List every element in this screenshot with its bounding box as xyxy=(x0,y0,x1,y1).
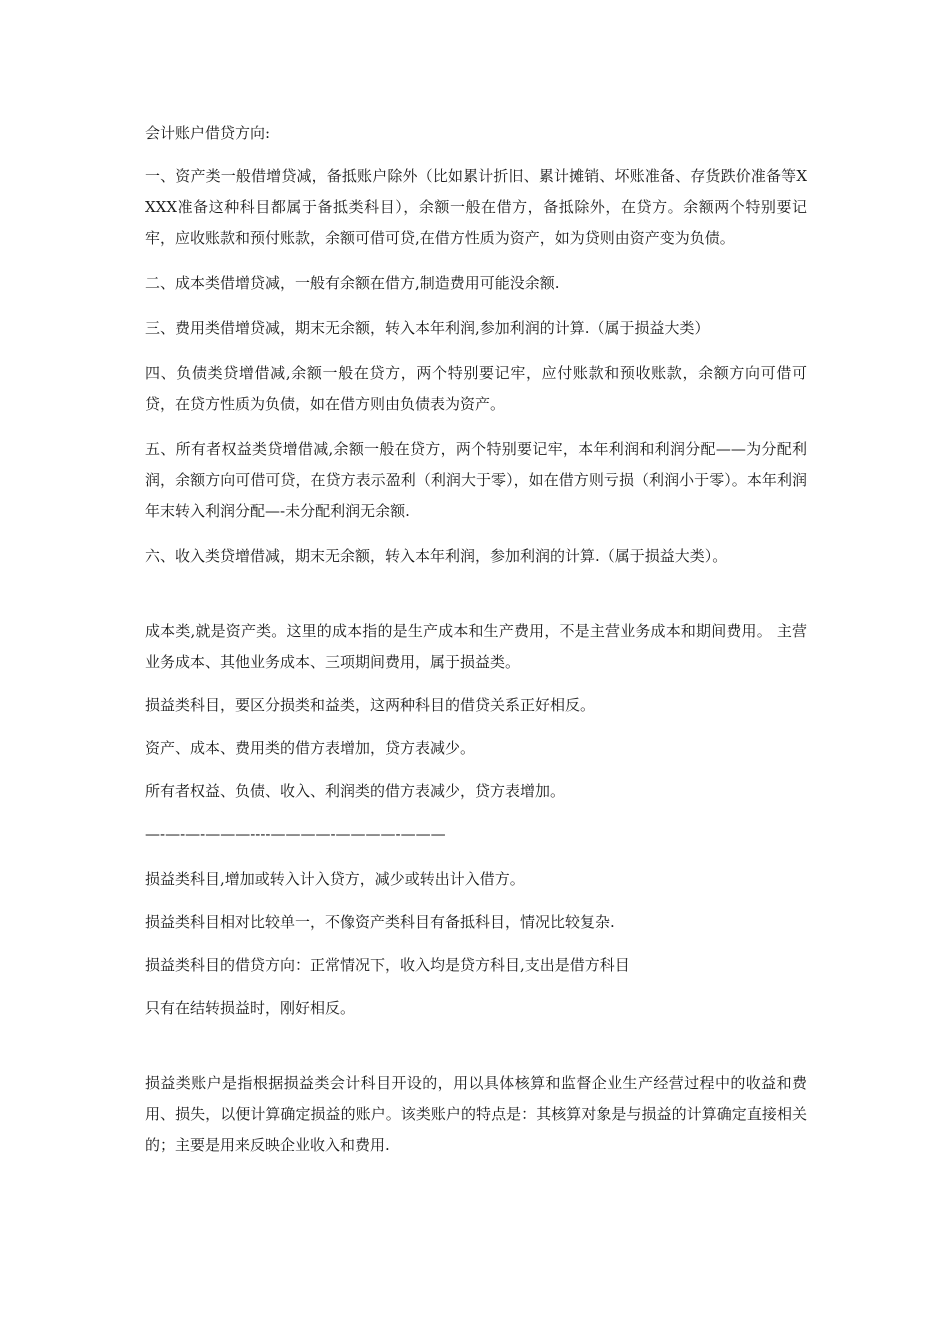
rule-5-paragraph: 五、所有者权益类贷增借减,余额一般在贷方，两个特别要记牢，本年利润和利润分配——为分配利润，余额方向可借可贷，在贷方表示盈利（利润大于零），如在借方则亏损（利润小于零）。本年利润年末转入利润分配—-未分配利润无余额. xyxy=(145,440,807,520)
rule-1-paragraph: 一、资产类一般借增贷减，备抵账户除外（比如累计折旧、累计摊销、坏账准备、存货跌价准备等XXXX准备这种科目都属于备抵类科目），余额一般在借方，备抵除外，在贷方。余额两个特别要记牢，应收账款和预付账款，余额可借可贷,在借方性质为资产，如为贷则由资产变为负债。 xyxy=(145,167,807,247)
pl-rule-3-paragraph: 损益类科目的借贷方向：正常情况下，收入均是贷方科目,支出是借方科目 xyxy=(145,956,630,974)
pl-rule-1-paragraph: 损益类科目,增加或转入计入贷方，减少或转出计入借方。 xyxy=(145,870,525,888)
rule-4-paragraph: 四、负债类贷增借减,余额一般在贷方，两个特别要记牢，应付账款和预收账款，余额方向可借可贷，在贷方性质为负债，如在借方则由负债表为资产。 xyxy=(145,364,807,413)
rule-2-paragraph: 二、成本类借增贷减，一般有余额在借方,制造费用可能没余额. xyxy=(145,274,560,292)
rule-3-paragraph: 三、费用类借增贷减，期末无余额，转入本年利润,参加利润的计算.（属于损益大类） xyxy=(145,319,710,337)
dash-separator: —-—-—-———----————-————-——— xyxy=(145,825,446,843)
credit-increase-paragraph: 所有者权益、负债、收入、利润类的借方表减少，贷方表增加。 xyxy=(145,782,566,800)
pl-account-definition-paragraph: 损益类账户是指根据损益类会计科目开设的，用以具体核算和监督企业生产经营过程中的收益和费用、损失，以便计算确定损益的账户。该类账户的特点是：其核算对象是与损益的计算确定直接相关的；主要是用来反映企业收入和费用. xyxy=(145,1074,807,1154)
profit-loss-paragraph: 损益类科目，要区分损类和益类，这两种科目的借贷关系正好相反。 xyxy=(145,696,596,714)
rule-6-paragraph: 六、收入类贷增借减，期末无余额，转入本年利润，参加利润的计算.（属于损益大类）。 xyxy=(145,547,728,565)
pl-rule-4-paragraph: 只有在结转损益时，刚好相反。 xyxy=(145,999,356,1017)
cost-class-paragraph: 成本类,就是资产类。这里的成本指的是生产成本和生产费用，不是主营业务成本和期间费用。 主营业务成本、其他业务成本、三项期间费用，属于损益类。 xyxy=(145,622,807,671)
debit-increase-paragraph: 资产、成本、费用类的借方表增加，贷方表减少。 xyxy=(145,739,476,757)
document-heading: 会计账户借贷方向: xyxy=(145,124,271,142)
document-page xyxy=(145,118,807,1161)
pl-rule-2-paragraph: 损益类科目相对比较单一，不像资产类科目有备抵科目，情况比较复杂. xyxy=(145,913,615,931)
